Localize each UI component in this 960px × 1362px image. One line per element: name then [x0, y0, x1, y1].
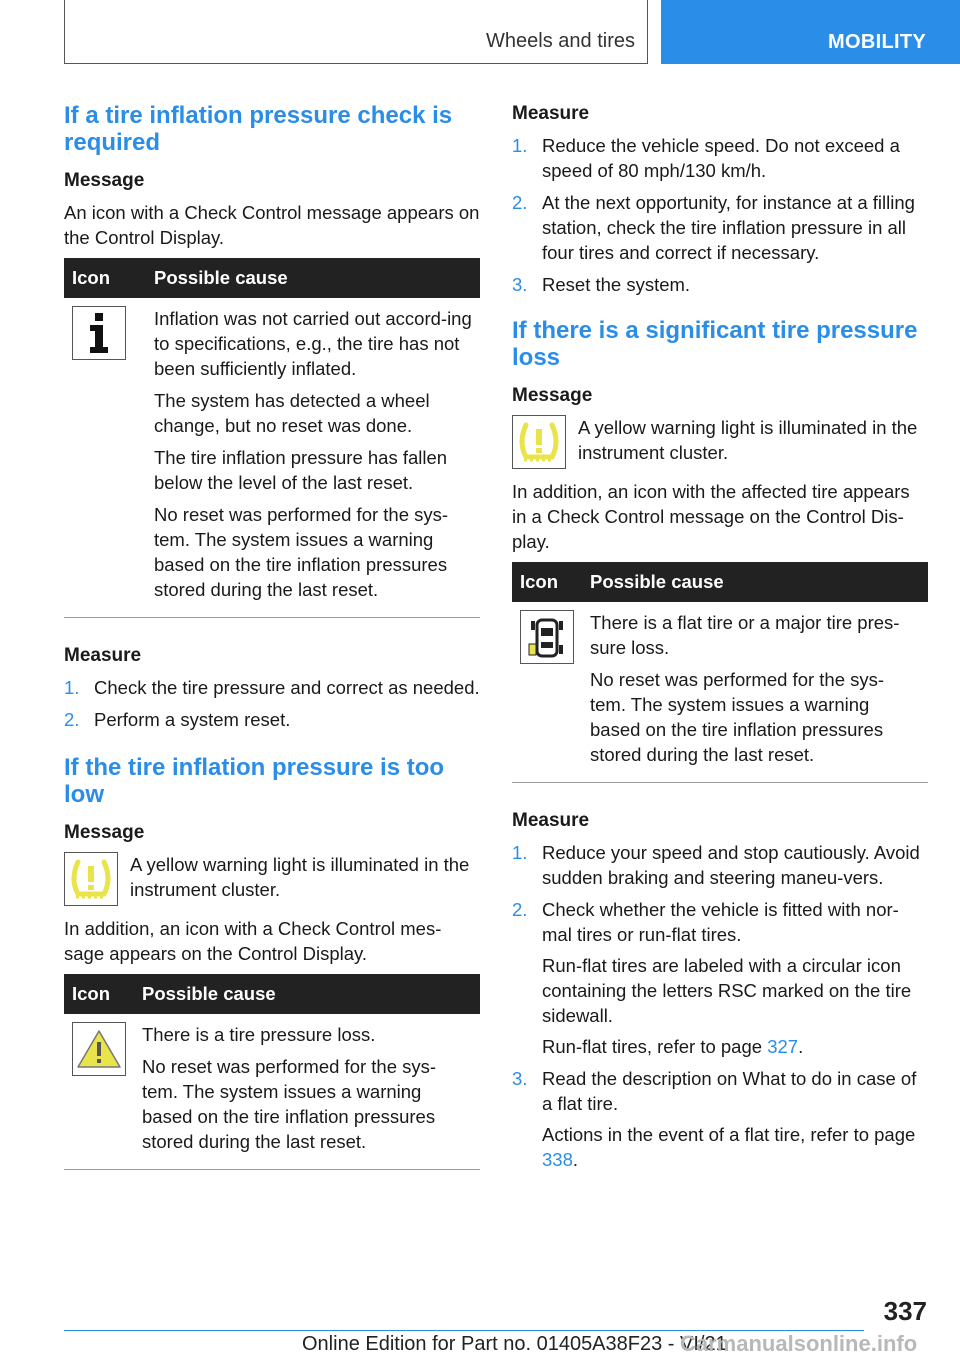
table-header-cause: Possible cause [582, 562, 928, 602]
section-heading: If there is a significant tire pressure loss [512, 317, 918, 371]
step-number: 2. [64, 709, 80, 730]
page-header [0, 0, 960, 66]
step-number: 1. [512, 135, 528, 156]
chapter-header [64, 0, 648, 64]
warning-text: A yellow warning light is illuminated in the instrument cluster. [578, 417, 918, 463]
message-text: An icon with a Check Control message appears on the Control Display. [64, 202, 480, 248]
check-control-table [64, 258, 480, 618]
page-link[interactable]: 338 [542, 1149, 573, 1170]
tire-pressure-warning-icon [64, 852, 118, 906]
flat-tire-car-icon [520, 610, 574, 664]
reference-end: . [572, 1149, 579, 1170]
table-row [64, 298, 480, 618]
reference-text: Run-flat tires, refer to page [542, 1036, 768, 1057]
reference-end: . [798, 1036, 804, 1057]
step-note: Run-flat tires are labeled with a circular icon containing the letters RSC marked on the tire sidewall. [542, 955, 912, 1026]
list-item [512, 897, 928, 1059]
section-title: MOBILITY [828, 31, 926, 53]
table-header-icon: Icon [64, 974, 134, 1014]
cause-text: No reset was performed for the sys-tem. The system issues a warning based on the tire inflation pressures stored during the last reset. [154, 504, 449, 600]
warning-triangle-icon [72, 1022, 126, 1076]
info-icon [72, 306, 126, 360]
warning-text: A yellow warning light is illuminated in the instrument cluster. [130, 854, 470, 900]
measure-heading: Measure [64, 645, 142, 666]
page-reference [542, 1034, 928, 1059]
table-header-cause: Possible cause [146, 258, 480, 298]
step-number: 3. [512, 274, 528, 295]
cause-text: Inflation was not carried out accord-ing to specifications, e.g., the tire has not been sufficiently inflated. [154, 308, 472, 379]
page-number: 337 [883, 1296, 927, 1326]
step-text: Perform a system reset. [94, 709, 291, 730]
table-header-cause: Possible cause [134, 974, 480, 1014]
step-text: Read the description on What to do in case of a flat tire. [542, 1068, 917, 1114]
section-heading: If the tire inflation pressure is too low [64, 754, 445, 808]
list-item [512, 272, 928, 297]
check-control-table [64, 974, 480, 1170]
warning-light-row [64, 852, 480, 906]
list-item [512, 840, 928, 890]
table-header-icon: Icon [64, 258, 146, 298]
message-heading: Message [512, 385, 593, 406]
message-heading: Message [64, 822, 145, 843]
list-item [512, 1066, 928, 1172]
step-text: Check whether the vehicle is fitted with nor-mal tires or run-flat tires. [542, 899, 899, 945]
cause-text: No reset was performed for the sys-tem. The system issues a warning based on the tire inflation pressures stored during the last reset. [142, 1056, 437, 1152]
reference-text: Actions in the event of a flat tire, refer to page [542, 1124, 916, 1145]
check-control-table [512, 562, 928, 783]
section-heading: If a tire inflation pressure check is required [64, 102, 453, 156]
list-item [512, 133, 928, 183]
message-heading: Message [64, 170, 145, 191]
step-text: At the next opportunity, for instance at a filling station, check the tire inflation pressure in all four tires and correct if necessary. [542, 192, 915, 263]
measure-steps [512, 133, 928, 297]
page-link[interactable]: 327 [767, 1036, 799, 1057]
cause-text: The tire inflation pressure has fallen below the level of the last reset. [154, 447, 448, 493]
table-row [512, 602, 928, 783]
cause-text: There is a tire pressure loss. [142, 1024, 376, 1045]
measure-steps [64, 675, 480, 732]
measure-steps [512, 840, 928, 1172]
cause-text: There is a flat tire or a major tire pres-sure loss. [590, 612, 900, 658]
step-number: 1. [512, 842, 528, 863]
step-number: 3. [512, 1068, 528, 1089]
list-item [512, 190, 928, 265]
cause-text: No reset was performed for the sys-tem. The system issues a warning based on the tire inflation pressures stored during the last reset. [590, 669, 885, 765]
cause-text: The system has detected a wheel change, but no reset was done. [154, 390, 430, 436]
addition-text: In addition, an icon with the affected tire appears in a Check Control message on the Control Dis-play. [512, 481, 910, 552]
step-text: Check the tire pressure and correct as needed. [94, 677, 480, 698]
left-column [64, 102, 480, 1170]
measure-heading: Measure [512, 810, 590, 831]
table-row [64, 1014, 480, 1170]
list-item [64, 707, 480, 732]
step-text: Reset the system. [542, 274, 691, 295]
tire-pressure-warning-icon [512, 415, 566, 469]
section-tab[interactable] [661, 0, 960, 64]
table-header-icon: Icon [512, 562, 582, 602]
warning-light-row [512, 415, 928, 469]
chapter-title: Wheels and tires [486, 30, 635, 52]
watermark-text: Carmanualsonline.info [680, 1331, 918, 1356]
step-number: 1. [64, 677, 80, 698]
addition-text: In addition, an icon with a Check Control mes-sage appears on the Control Display. [64, 918, 442, 964]
right-column [512, 102, 928, 1179]
edition-text: Online Edition for Part no. 01405A38F23 - VI/21 [302, 1333, 727, 1355]
list-item [64, 675, 480, 700]
step-text: Reduce your speed and stop cautiously. Avoid sudden braking and steering maneu-vers. [542, 842, 920, 888]
measure-heading: Measure [512, 103, 590, 124]
step-text: Reduce the vehicle speed. Do not exceed a speed of 80 mph/130 km/h. [542, 135, 900, 181]
step-number: 2. [512, 899, 528, 920]
step-number: 2. [512, 192, 528, 213]
page-reference [542, 1122, 928, 1172]
